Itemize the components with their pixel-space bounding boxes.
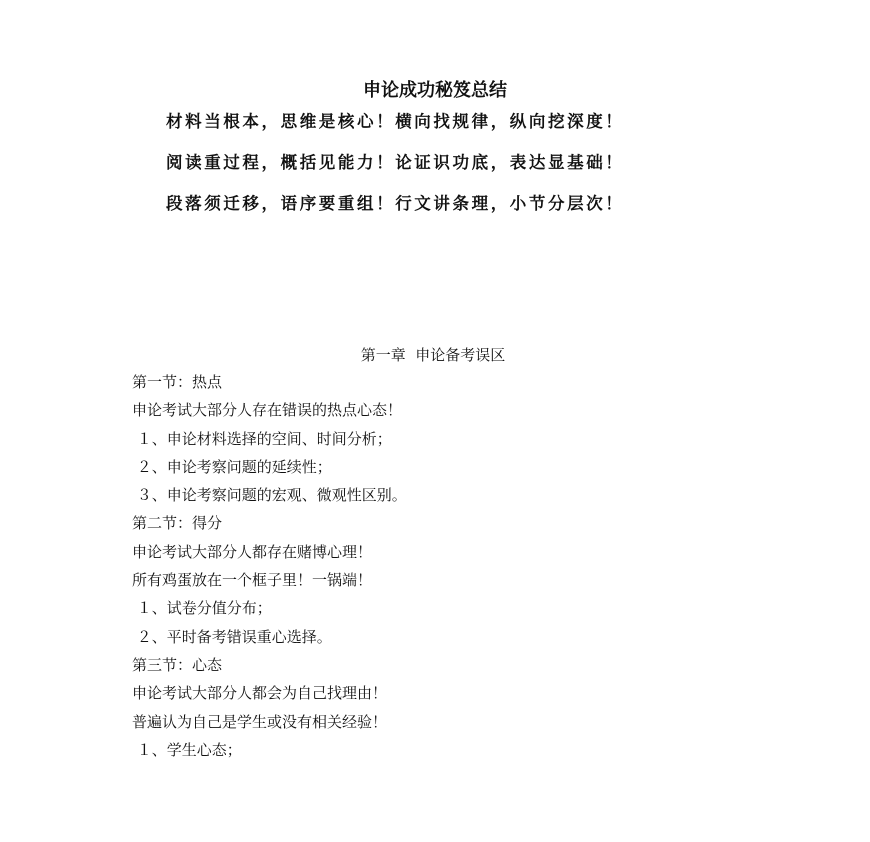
paragraph: 普遍认为自己是学生或没有相关经验！ bbox=[132, 712, 388, 731]
section-heading: 第三节：心态 bbox=[132, 655, 223, 674]
document-body bbox=[132, 372, 407, 768]
list-item: ３、申论考察问题的宏观、微观性区别。 bbox=[132, 486, 407, 505]
section-heading: 第一节：热点 bbox=[132, 373, 223, 391]
motto-line: 阅读重过程，概括见能力！论证识功底，表达显基础！ bbox=[166, 153, 625, 172]
motto-line: 段落须迁移，语序要重组！行文讲条理，小节分层次！ bbox=[166, 194, 625, 213]
motto-line: 材料当根本，思维是核心！横向找规律，纵向挖深度！ bbox=[166, 112, 625, 131]
section-heading: 第二节：得分 bbox=[132, 514, 223, 533]
list-item: １、试卷分值分布； bbox=[132, 599, 272, 618]
list-item: １、学生心态； bbox=[132, 740, 242, 759]
list-item: ２、申论考察问题的延续性； bbox=[132, 457, 332, 476]
paragraph: 申论考试大部分人都会为自己找理由！ bbox=[132, 684, 388, 703]
document-title: 申论成功秘笈总结 bbox=[363, 80, 507, 101]
paragraph: 申论考试大部分人存在错误的热点心态！ bbox=[132, 401, 403, 420]
list-item: ２、平时备考错误重心选择。 bbox=[132, 627, 332, 646]
paragraph: 申论考试大部分人都存在赌博心理！ bbox=[132, 542, 373, 561]
list-item: １、申论材料选择的空间、时间分析； bbox=[132, 429, 392, 448]
paragraph: 所有鸡蛋放在一个框子里！一锅端！ bbox=[132, 571, 373, 590]
chapter-heading: 第一章 申论备考误区 bbox=[360, 346, 506, 364]
